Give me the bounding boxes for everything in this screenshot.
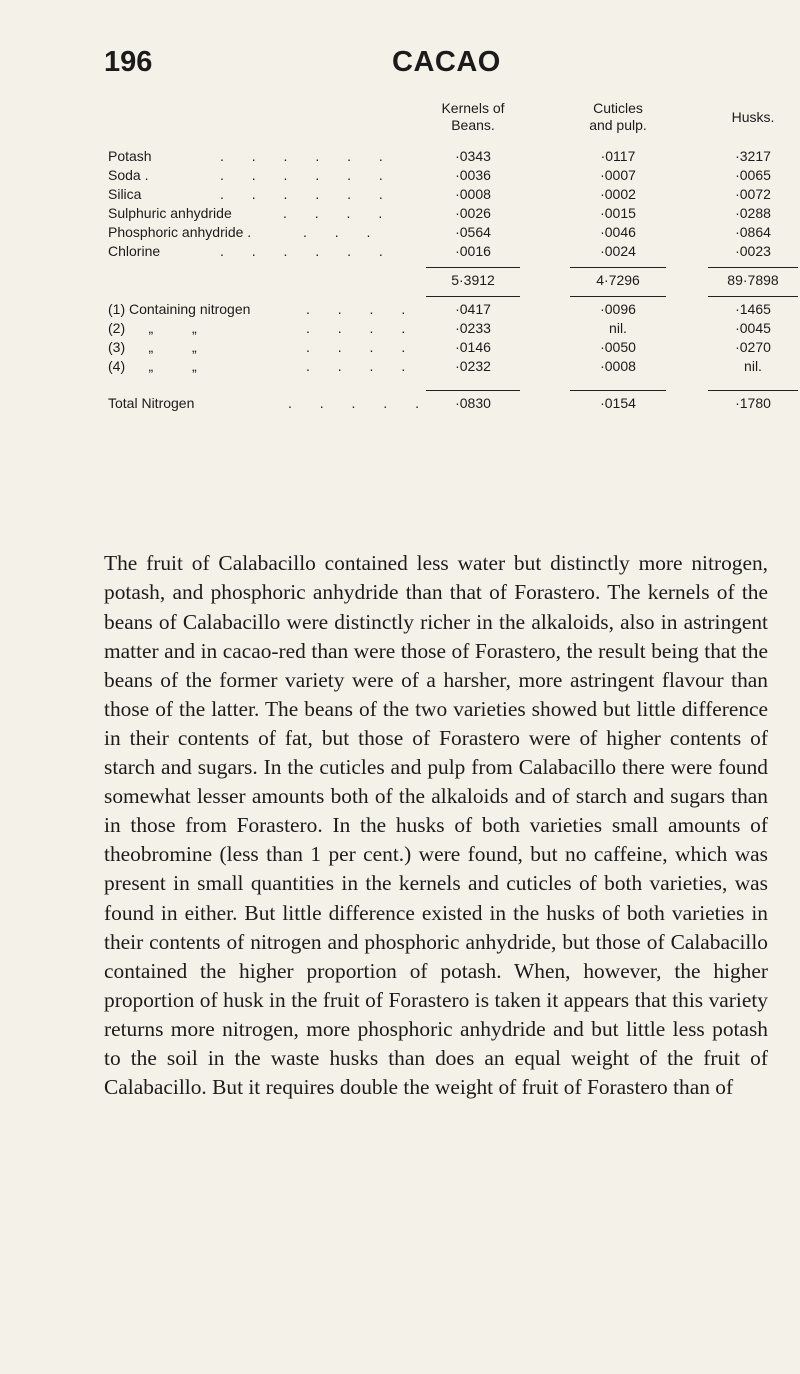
table-row [108, 205, 771, 224]
table-row [108, 358, 768, 377]
cell-kernels: ·0343 [455, 148, 491, 164]
sum-rule [108, 291, 768, 301]
row-label: Soda . [108, 167, 149, 183]
running-title: CACAO [392, 46, 501, 78]
cell-cuticles: ·0117 [600, 148, 636, 164]
cell-kernels: ·0417 [455, 301, 491, 317]
rule-line [708, 267, 798, 268]
cell-husks: ·1780 [735, 395, 771, 411]
row-label: Phosphoric anhydride . [108, 224, 252, 240]
cell-kernels: ·0036 [455, 167, 491, 183]
cell-kernels: ·0146 [455, 339, 491, 355]
totals-row [108, 272, 779, 291]
leader-dots: . . . . [306, 301, 418, 317]
analysis-table [108, 100, 779, 414]
cell-kernels: ·0016 [455, 243, 491, 259]
cell-cuticles: ·0096 [600, 301, 636, 317]
table-row [108, 243, 771, 262]
rule-line [708, 296, 798, 297]
table-body [108, 148, 779, 414]
rule-line [426, 267, 520, 268]
cell-cuticles: ·0154 [600, 395, 636, 411]
cell-kernels: ·0008 [455, 186, 491, 202]
cell-husks: ·0065 [735, 167, 771, 183]
cell-kernels: ·0233 [455, 320, 491, 336]
column-header-cuticles: Cuticles and pulp. [589, 100, 647, 133]
table-row [108, 320, 771, 339]
leader-dots: . . . . [283, 205, 395, 221]
rule-line [426, 390, 520, 391]
leader-dots: . . . . . [288, 395, 432, 411]
leader-dots: . . . . . . [220, 243, 395, 259]
column-header-kernels: Kernels of Beans. [441, 100, 505, 133]
cell-cuticles: ·0007 [600, 167, 636, 183]
cell-husks: ·0045 [735, 320, 771, 336]
row-label: Chlorine [108, 243, 161, 259]
table-header [108, 100, 775, 148]
page-number: 196 [104, 46, 153, 78]
page-header [0, 46, 800, 90]
cell-husks: ·0072 [735, 186, 771, 202]
sum-rule [108, 385, 768, 395]
row-label: Total Nitrogen [108, 395, 195, 411]
table-row [108, 301, 771, 320]
row-label: (3) „ „ [108, 339, 197, 355]
cell-husks: ·1465 [735, 301, 771, 317]
cell-cuticles: ·0024 [600, 243, 636, 259]
cell-husks: ·0270 [735, 339, 771, 355]
leader-dots: . . . . . . [220, 148, 395, 164]
table-row [108, 148, 771, 167]
cell-cuticles: ·0050 [600, 339, 636, 355]
leader-dots: . . . . [306, 358, 418, 374]
row-label: Sulphuric anhydride [108, 205, 232, 221]
cell-husks: nil. [744, 358, 762, 374]
leader-dots: . . . [303, 224, 383, 240]
rule-line [570, 390, 666, 391]
cell-husks: ·0288 [735, 205, 771, 221]
rule-line [708, 390, 798, 391]
cell-cuticles: nil. [609, 320, 627, 336]
cell-kernels: ·0232 [455, 358, 491, 374]
sum-rule [108, 262, 768, 272]
total-nitrogen-row [108, 395, 771, 414]
cell-kernels: ·0026 [455, 205, 491, 221]
cell-husks: ·3217 [735, 148, 771, 164]
leader-dots: . . . . [306, 339, 418, 355]
leader-dots: . . . . [306, 320, 418, 336]
cell-husks: ·0023 [735, 243, 771, 259]
row-label: Potash [108, 148, 152, 164]
cell-husks: ·0864 [735, 224, 771, 240]
total-husks: 89·7898 [727, 272, 779, 288]
rule-line [570, 296, 666, 297]
table-row [108, 339, 771, 358]
column-header-husks: Husks. [731, 109, 775, 125]
rule-line [570, 267, 666, 268]
row-label: (1) Containing nitrogen [108, 301, 251, 317]
row-label: (4) „ „ [108, 358, 197, 374]
cell-cuticles: ·0046 [600, 224, 636, 240]
cell-cuticles: ·0002 [600, 186, 636, 202]
cell-cuticles: ·0015 [600, 205, 636, 221]
row-label: (2) „ „ [108, 320, 197, 336]
table-row [108, 224, 771, 243]
rule-line [426, 296, 520, 297]
cell-kernels: ·0564 [455, 224, 491, 240]
body-paragraph: The fruit of Calabacillo contained less water but distinctly more nitrogen, potash, and phosphoric anhydride than that of Forastero. The kernels of the beans of Calabacillo were distinctly richer in the alkaloids, also in astringent matter and in cacao-red than were those of Forastero, the result being that the beans of the former variety were of a harsher, more astringent flavour than those of the latter. The beans of the two varieties showed but little difference in their contents of fat, but those of Forastero were of higher contents of starch and sugars. In the cuticles and pulp from Calabacillo there were found somewhat lesser amounts both of the alkaloids and of starch and sugars than in those from Forastero. In the husks of both varieties small amounts of theobromine (less than 1 per cent.) were found, but no caffeine, which was present in small quantities in the kernels and cuticles of both varieties, was found in either. But little difference existed in the husks of both varieties in their contents of nitrogen and phosphoric anhydride, but those of Calabacillo contained the higher proportion of potash. When, however, the higher proportion of husk in the fruit of Forastero is taken it appears that this variety returns more nitrogen, more phosphoric anhydride and but little less potash to the soil in the waste husks than does an equal weight of the fruit of Calabacillo. But it requires double the weight of fruit of Forastero than of [104, 551, 768, 1100]
table-row [108, 186, 771, 205]
cell-cuticles: ·0008 [600, 358, 636, 374]
total-cuticles: 4·7296 [596, 272, 640, 288]
total-kernels: 5·3912 [451, 272, 495, 288]
table-row [108, 167, 771, 186]
spacer [108, 377, 768, 385]
leader-dots: . . . . . . [220, 186, 395, 202]
cell-kernels: ·0830 [455, 395, 491, 411]
row-label: Silica [108, 186, 142, 202]
leader-dots: . . . . . . [220, 167, 395, 183]
